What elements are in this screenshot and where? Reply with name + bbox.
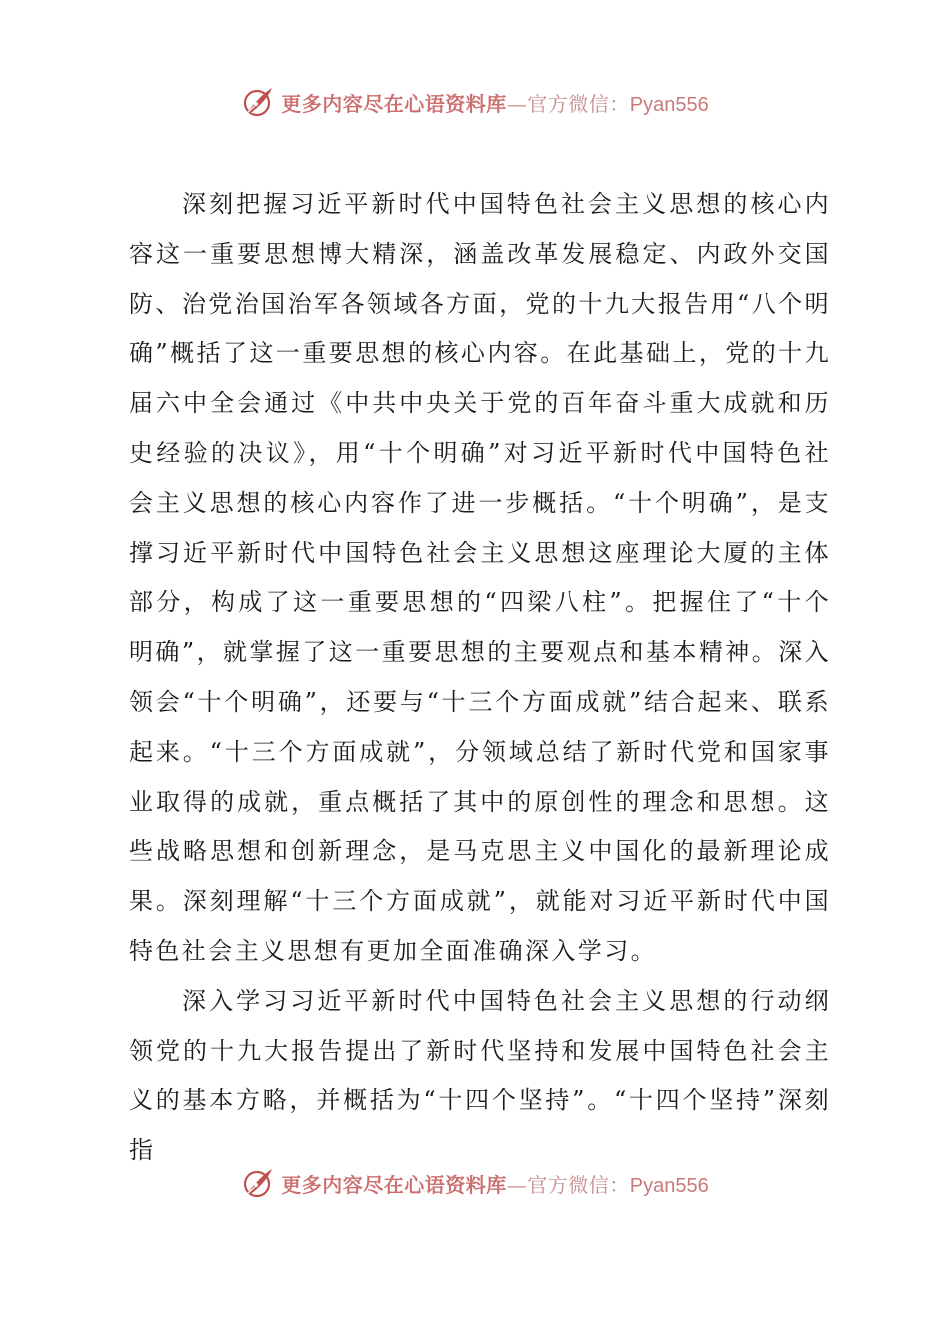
quill-logo-icon <box>241 85 275 119</box>
watermark-suffix: 官方微信： <box>527 1172 630 1197</box>
quill-logo-icon <box>241 1166 275 1200</box>
paragraph: 深刻把握习近平新时代中国特色社会主义思想的核心内容这一重要思想博大精深，涵盖改革发展稳定、内政外交国防、治党治国治军各领域各方面，党的十九大报告用“八个明确”概括了这一重要思想的核心内容。在此基础上，党的十九届六中全会通过《中共中央关于党的百年奋斗重大成就和历史经验的决议》，用“十个明确”对习近平新时代中国特色社会主义思想的核心内容作了进一步概括。“十个明确”，是支撑习近平新时代中国特色社会主义思想这座理论大厦的主体部分，构成了这一重要思想的“四梁八柱”。把握住了“十个明确”，就掌握了这一重要思想的主要观点和基本精神。深入领会“十个明确”，还要与“十三个方面成就”结合起来、联系起来。“十三个方面成就”，分领域总结了新时代党和国家事业取得的成就，重点概括了其中的原创性的理念和思想。这些战略思想和创新理念，是马克思主义中国化的最新理论成果。深刻理解“十三个方面成就”，就能对习近平新时代中国特色社会主义思想有更加全面准确深入学习。 <box>129 190 831 965</box>
watermark-separator: — <box>506 91 528 116</box>
watermark-prefix: 更多内容尽在心语资料库 <box>281 1172 507 1197</box>
header-watermark <box>0 82 950 122</box>
watermark-account: Pyan556 <box>629 1174 709 1197</box>
watermark-account: Pyan556 <box>629 93 709 116</box>
footer-watermark <box>0 1163 950 1203</box>
document-body <box>129 180 831 1176</box>
watermark-text <box>281 88 708 117</box>
watermark-suffix: 官方微信： <box>527 91 630 116</box>
watermark-separator: — <box>506 1172 528 1197</box>
watermark-text <box>281 1169 708 1198</box>
paragraph: 深入学习习近平新时代中国特色社会主义思想的行动纲领党的十九大报告提出了新时代坚持和发展中国特色社会主义的基本方略，并概括为“十四个坚持”。“十四个坚持”深刻指 <box>129 986 831 1165</box>
watermark-prefix: 更多内容尽在心语资料库 <box>281 91 507 116</box>
